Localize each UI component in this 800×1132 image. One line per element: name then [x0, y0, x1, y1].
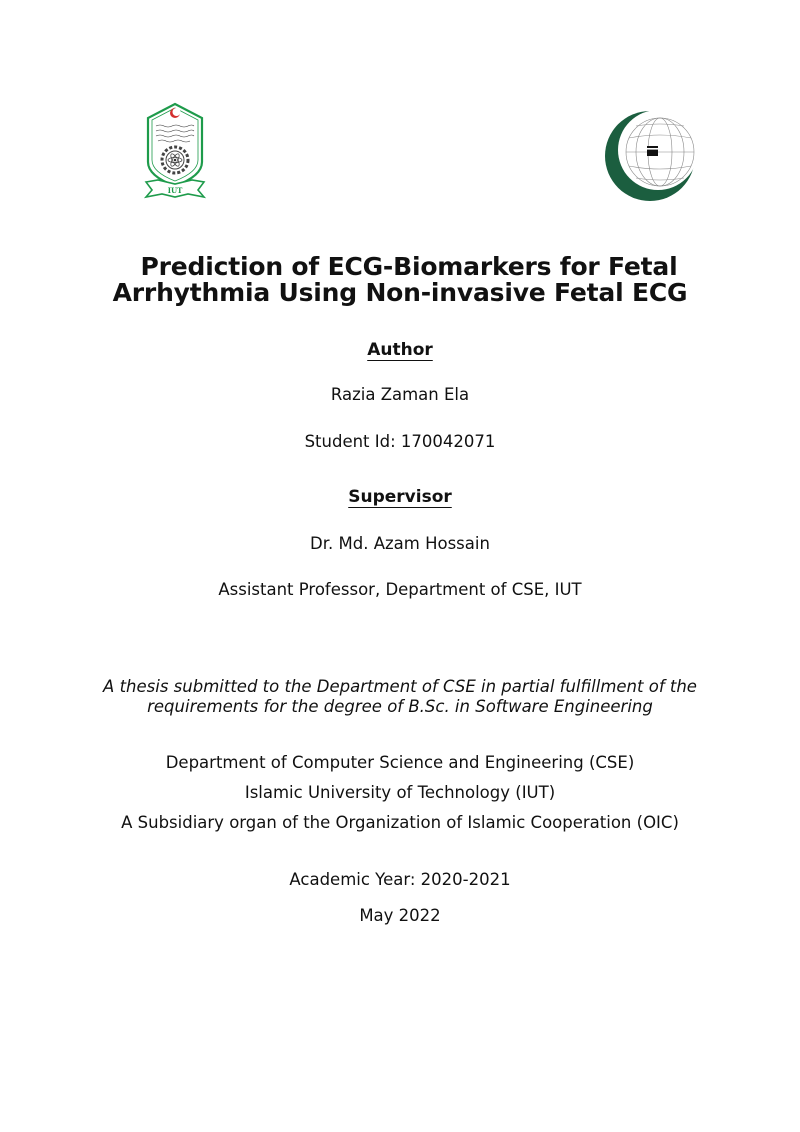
author-name: Razia Zaman Ela: [330, 385, 470, 404]
author-heading: Author: [367, 340, 433, 360]
academic-year: Academic Year: 2020-2021: [289, 870, 511, 889]
supervisor-position: Assistant Professor, Department of CSE, IUT: [218, 580, 582, 599]
thesis-statement-line-1: A thesis submitted to the Department of CSE in partial fulfillment of the: [103, 677, 697, 696]
thesis-title: [100, 254, 700, 306]
supervisor-heading: Supervisor: [348, 487, 452, 507]
student-id: Student Id: 170042071: [304, 432, 496, 451]
university-name: Islamic University of Technology (IUT): [244, 783, 556, 802]
oic-organ: A Subsidiary organ of the Organization of Islamic Cooperation (OIC): [121, 813, 679, 832]
thesis-statement-line-2: requirements for the degree of B.Sc. in Software Engineering: [147, 697, 653, 716]
department-name: Department of Computer Science and Engineering (CSE): [165, 753, 635, 772]
title-line-1: Prediction of ECG-Biomarkers for Fetal: [140, 252, 678, 281]
supervisor-name: Dr. Md. Azam Hossain: [310, 534, 490, 553]
iut-logo-text: IUT: [167, 186, 183, 195]
thesis-statement: [0, 677, 800, 717]
submission-date: May 2022: [359, 906, 441, 925]
iut-crest-icon: [140, 100, 210, 200]
oic-crescent-globe-icon: [604, 110, 696, 202]
title-line-2: Arrhythmia Using Non-invasive Fetal ECG: [112, 278, 688, 307]
